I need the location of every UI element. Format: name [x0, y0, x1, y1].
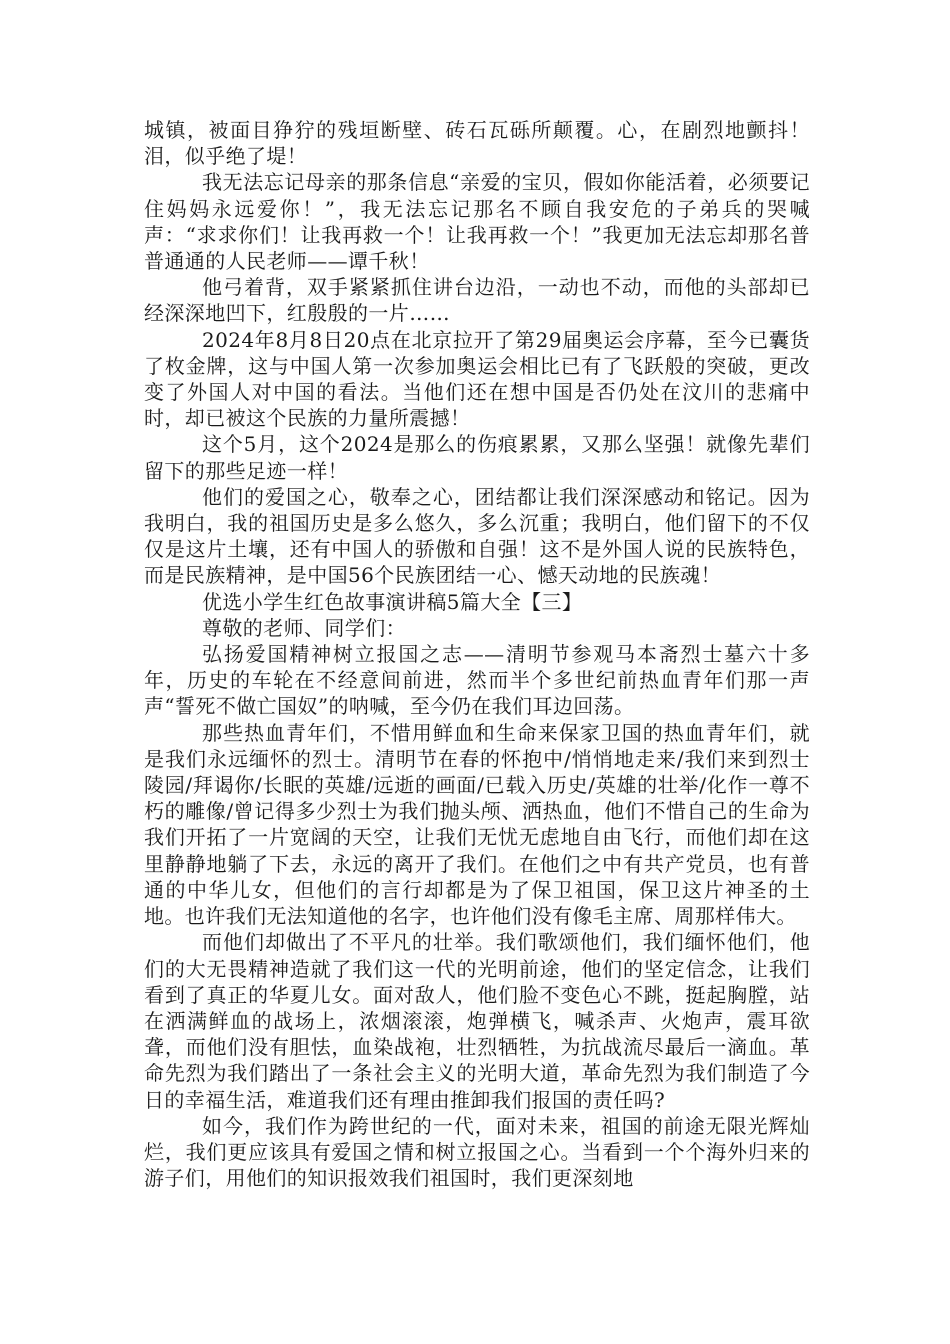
paragraph: 他弓着背，双手紧紧抓住讲台边沿，一动也不动，而他的头部却已经深深地凹下，红殷殷的一片…… — [144, 275, 810, 326]
document-body — [144, 117, 810, 1191]
section-heading: 优选小学生红色故事演讲稿5篇大全【三】 — [202, 589, 583, 614]
paragraph: 他们的爱国之心，敬奉之心，团结都让我们深深感动和铭记。因为我明白，我的祖国历史是多么悠久，多么沉重；我明白，他们留下的不仅仅是这片土壤，还有中国人的骄傲和自强！这不是外国人说的民族特色，而是民族精神，是中国56个民族团结一心、憾天动地的民族魂！ — [144, 484, 810, 588]
paragraph: 而他们却做出了不平凡的壮举。我们歌颂他们，我们缅怀他们，他们的大无畏精神造就了我们这一代的光明前途，他们的坚定信念，让我们看到了真正的华夏儿女。面对敌人，他们脸不变色心不跳，挺起胸膛，站在洒满鲜血的战场上，浓烟滚滚，炮弹横飞，喊杀声、火炮声，震耳欲聋，而他们没有胆怯，血染战袍，壮烈牺牲，为抗战流尽最后一滴血。革命先烈为我们踏出了一条社会主义的光明大道，革命先烈为我们制造了今日的幸福生活，难道我们还有理由推卸我们报国的责任吗? — [144, 930, 810, 1112]
paragraph: 我无法忘记母亲的那条信息“亲爱的宝贝，假如你能活着，必须要记住妈妈永远爱你！”，我无法忘记那名不顾自我安危的子弟兵的哭喊声：“求求你们！让我再救一个！让我再救一个！”我更加无法忘却那名普普通通的人民老师——谭千秋！ — [144, 170, 810, 274]
paragraph: 那些热血青年们，不惜用鲜血和生命来保家卫国的热血青年们，就是我们永远缅怀的烈士。清明节在春的怀抱中/悄悄地走来/我们来到烈士陵园/拜谒你/长眠的英雄/远逝的画面/已载入历史/英雄的壮举/化作一尊不朽的雕像/曾记得多少烈士为我们抛头颅、洒热血，他们不惜自己的生命为我们开拓了一片宽阔的天空，让我们无忧无虑地自由飞行，而他们却在这里静静地躺了下去，永远的离开了我们。在他们之中有共产党员，也有普通的中华儿女，但他们的言行却都是为了保卫祖国，保卫这片神圣的土地。也许我们无法知道他的名字，也许他们没有像毛主席、周那样伟大。 — [144, 720, 810, 929]
paragraph: 城镇，被面目狰狞的残垣断壁、砖石瓦砾所颠覆。心，在剧烈地颤抖！泪，似乎绝了堤！ — [144, 118, 810, 169]
paragraph: 这个5月，这个2024是那么的伤痕累累，又那么坚强！就像先辈们留下的那些足迹一样！ — [144, 432, 810, 483]
paragraph: 弘扬爱国精神树立报国之志——清明节参观马本斋烈士墓六十多年，历史的车轮在不经意间前进，然而半个多世纪前热血青年们那一声声“誓死不做亡国奴”的呐喊，至今仍在我们耳边回荡。 — [144, 642, 810, 719]
salutation: 尊敬的老师、同学们： — [202, 615, 406, 640]
paragraph: 2024年8月8日20点在北京拉开了第29届奥运会序幕，至今已囊货了枚金牌，这与中国人第一次参加奥运会相比已有了飞跃般的突破，更改变了外国人对中国的看法。当他们还在想中国是否仍处在汶川的悲痛中时，却已被这个民族的力量所震撼！ — [144, 327, 810, 431]
paragraph: 如今，我们作为跨世纪的一代，面对未来，祖国的前途无限光辉灿烂，我们更应该具有爱国之情和树立报国之心。当看到一个个海外归来的游子们，用他们的知识报效我们祖国时，我们更深刻地 — [144, 1113, 810, 1191]
